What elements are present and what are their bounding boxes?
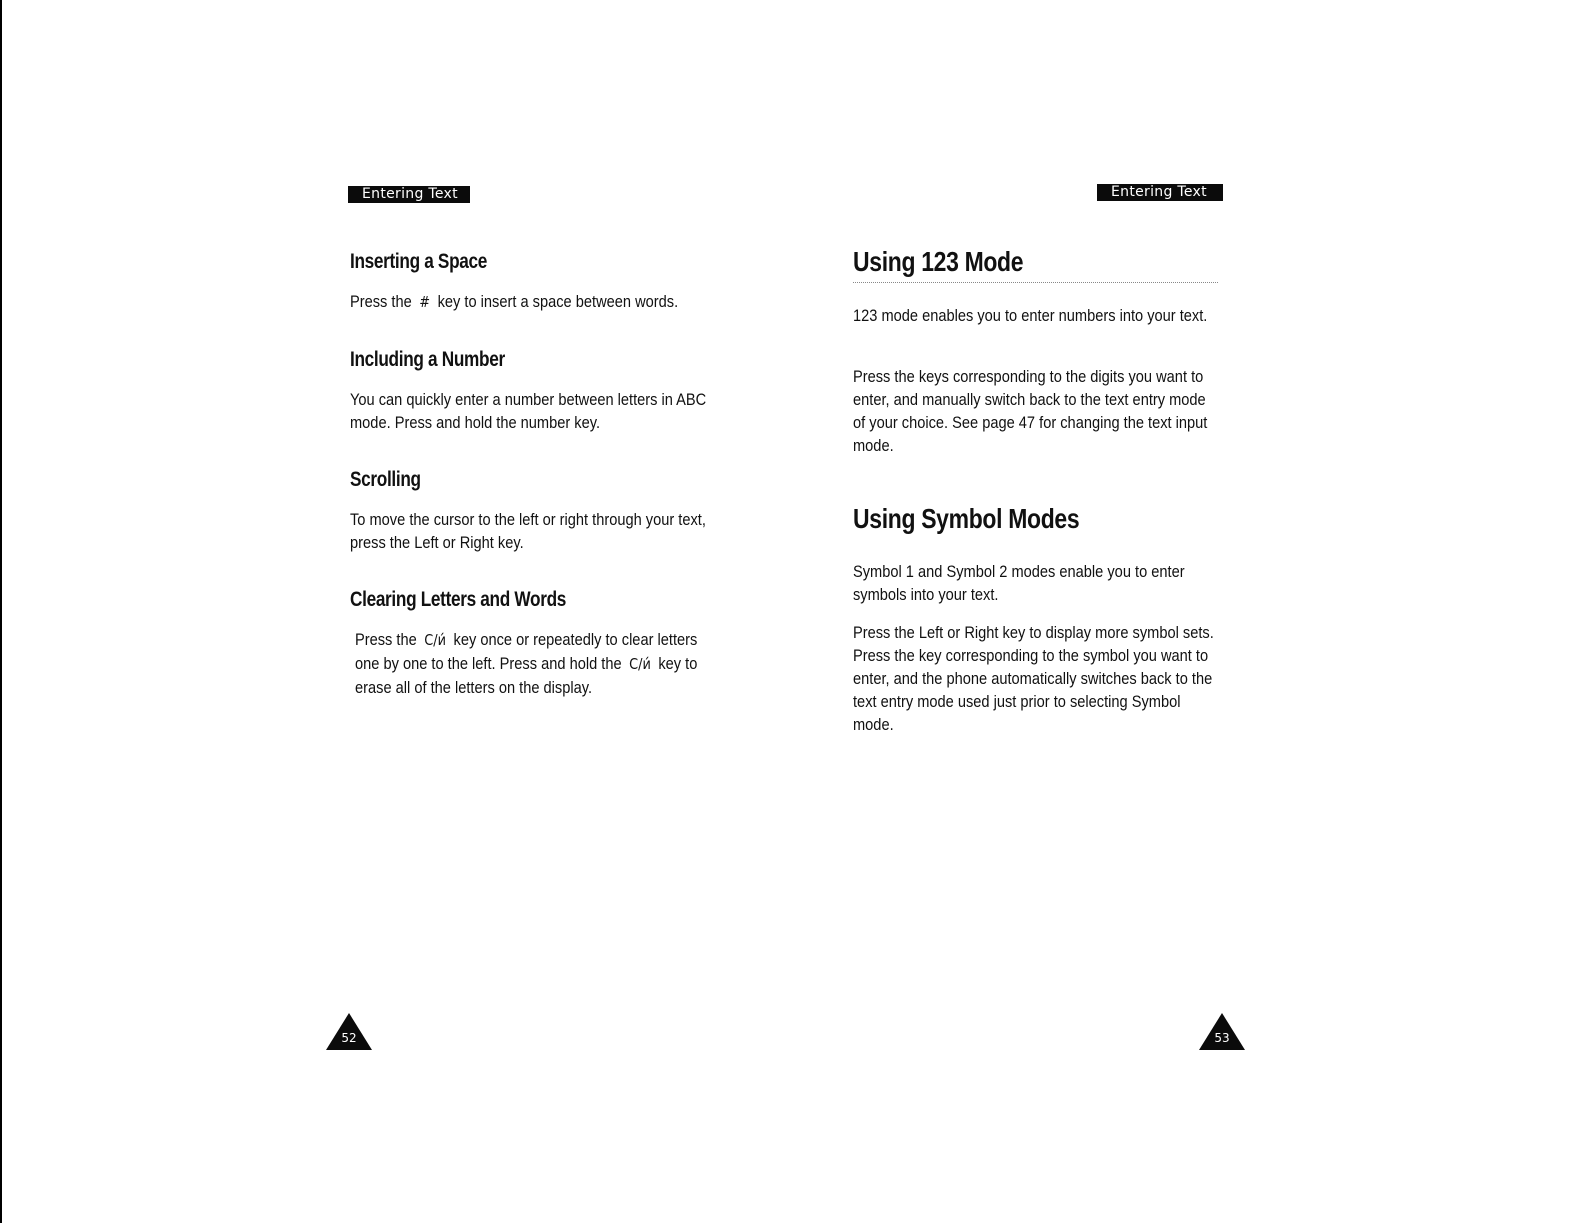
paragraph-scrolling: To move the cursor to the left or right through your text, press the Left or Right key.	[350, 510, 706, 552]
heading-123-mode: Using 123 Mode	[853, 246, 1024, 277]
paragraph-symbol-keys: Press the Left or Right key to display more symbol sets. Press the key corresponding to the symbol you want to enter, and the phone automatically switches back to the text entry mode used just prior to selecting Symbol mode.	[853, 623, 1214, 734]
text-fragment: key to erase all of the letters on the display.	[355, 654, 698, 697]
page-number-left: 52	[341, 1031, 357, 1045]
hash-key-glyph: #	[419, 293, 431, 311]
triangle-page-icon	[325, 1012, 373, 1052]
triangle-page-icon	[1198, 1012, 1246, 1052]
page-edge-line	[0, 0, 2, 1223]
header-tab-left: Entering Text	[348, 186, 470, 203]
paragraph-including-number: You can quickly enter a number between letters in ABC mode. Press and hold the number key.	[350, 390, 707, 432]
heading-inserting-space: Inserting a Space	[350, 250, 488, 273]
clear-key-glyph: C/и́	[629, 655, 651, 673]
text-fragment: Press the	[350, 292, 412, 311]
paragraph-123-keys: Press the keys corresponding to the digits you want to enter, and manually switch back to the text entry mode of your choice. See page 47 for changing the text input mode.	[853, 367, 1208, 455]
text-fragment: Press the	[355, 630, 417, 649]
heading-including-number: Including a Number	[350, 348, 505, 371]
heading-scrolling: Scrolling	[350, 468, 421, 491]
header-tab-right: Entering Text	[1097, 184, 1223, 201]
paragraph-inserting-space	[350, 290, 694, 314]
heading-clearing: Clearing Letters and Words	[350, 588, 567, 611]
text-fragment: key to insert a space between words.	[437, 292, 679, 311]
heading-underline	[853, 282, 1218, 283]
heading-symbol-modes: Using Symbol Modes	[853, 503, 1080, 534]
page-number-right: 53	[1214, 1031, 1230, 1045]
paragraph-clearing	[355, 628, 721, 699]
text-fragment: key once or repeatedly to clear letters one by one to the left. Press and hold the	[355, 630, 698, 673]
paragraph-symbol-intro: Symbol 1 and Symbol 2 modes enable you to enter symbols into your text.	[853, 562, 1185, 604]
clear-key-glyph: C/и́	[424, 631, 447, 649]
paragraph-123-intro: 123 mode enables you to enter numbers into your text.	[853, 306, 1208, 325]
